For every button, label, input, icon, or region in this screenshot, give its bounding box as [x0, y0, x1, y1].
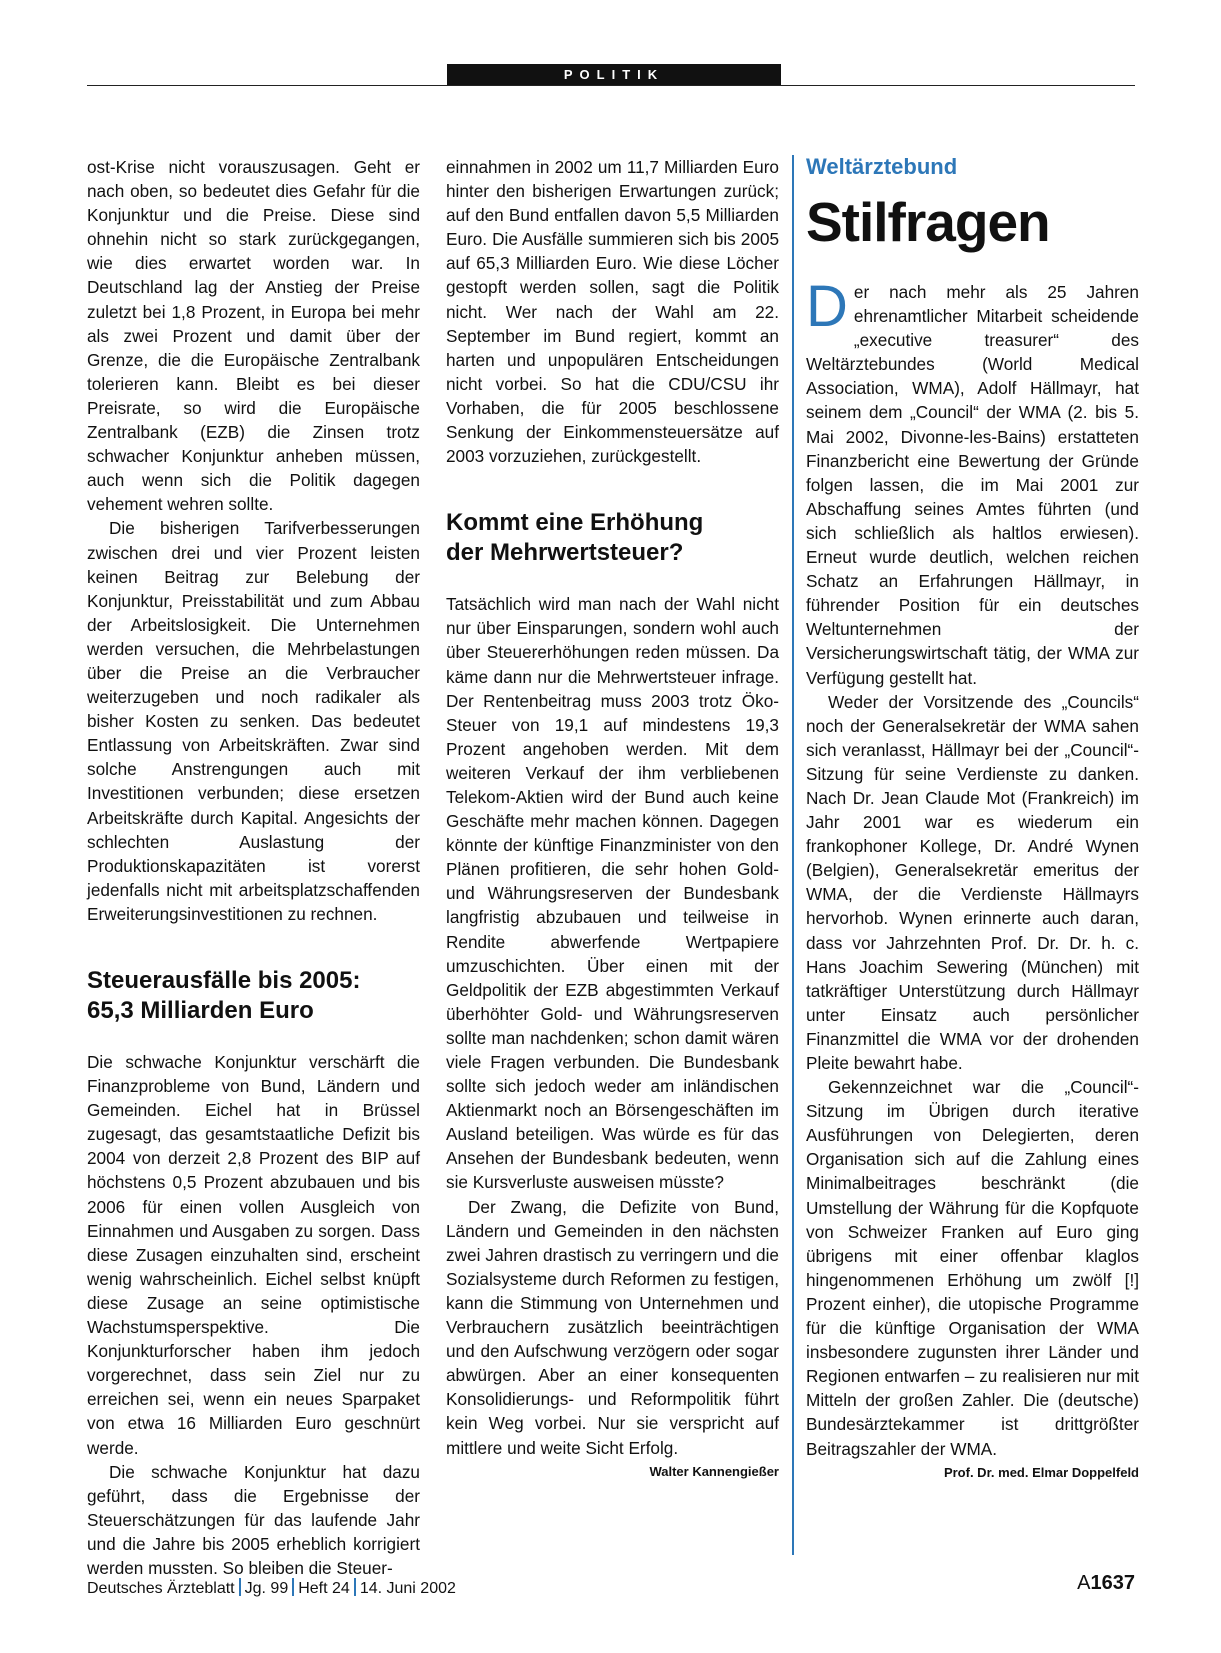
issue: Heft 24 — [298, 1580, 350, 1597]
issue-date: 14. Juni 2002 — [359, 1580, 456, 1597]
drop-cap: D — [806, 274, 848, 339]
author-byline: Prof. Dr. med. Elmar Doppelfeld — [943, 1464, 1139, 1480]
author-byline: Walter Kannengießer — [649, 1463, 779, 1479]
paragraph: Die bisherigen Tarifverbesserungen zwischen drei und vier Prozent leisten keinen Beitrag zur Belebung der Konjunktur, Preisstabilität und zum Abbau der Arbeitslosigkeit. Die Unternehmen werden versuchen, die Mehrbelastungen über die Preise an die Verbraucher weiterzugeben und noch radikaler als bisher Kosten zu senken. Das bedeutet Entlassung von Arbeitskräften. Zwar sind solche Anstrengungen auch mit Investitionen verbunden; diese ersetzen Arbeitskräfte durch Kapital. Angesichts der schlechten Auslastung der Produktionskapazitäten ist vorerst jedenfalls nicht mit arbeitsplatzschaffenden Erweiterungsinvestitionen zu rechnen. — [87, 518, 420, 924]
section-label: POLITIK — [447, 64, 781, 86]
footer-separator — [354, 1578, 356, 1596]
column-3 — [806, 152, 1139, 1485]
subheading-line: Steuerausfälle bis 2005: — [87, 967, 361, 994]
article-headline: Stilfragen — [806, 191, 1050, 253]
paragraph: Tatsächlich wird man nach der Wahl nicht nur über Einsparungen, sondern wohl auch über Steuererhöhungen reden müssen. Da käme dann nur die Mehrwertsteuer infrage. Der Rentenbeitrag muss 2003 trotz Öko-Steuer von 19,1 auf mindestens 19,3 Prozent angehoben werden. Mit dem weiteren Verkauf der ihm verbliebenen Telekom-Aktien wird der Bund auch keine Geschäfte mehr machen können. Dagegen könnte der künftige Finanzminister von den Plänen profitieren, die sehr hohen Gold- und Währungsreserven der Bundesbank langfristig abzubauen und teilweise in Rendite abwerfende Wertpapiere umzuschichten. Über einen mit der Geldpolitik der EZB abgestimmten Verkauf überhöhter Gold- und Währungsreserven sollte man nachdenken; schon damit wären viele Fragen verbunden. Die Bundesbank sollte sich jedoch weder am inländischen Aktienmarkt noch an Börsengeschäften im Ausland beteiligen. Was würde es für das Ansehen der Bundesbank bedeuten, wenn sie Kursverluste ausweisen müsste? — [446, 594, 779, 1193]
subheading — [87, 966, 420, 1026]
subheading-line: 65,3 Milliarden Euro — [87, 997, 314, 1024]
volume: Jg. 99 — [244, 1580, 289, 1597]
paragraph — [806, 274, 1139, 690]
subheading — [446, 508, 779, 568]
header-rule — [87, 85, 1135, 86]
subheading-line: Kommt eine Erhöhung — [446, 509, 704, 537]
paragraph-text: er nach mehr als 25 Jahren ehrenamtlicher Mitarbeit scheidende „executive treasurer“ des Weltärztebundes (World Medical Association, WMA), Adolf Hällmayr, hat seinem dem „Council“ der WMA (2. bis 5. Mai 2002, Divonne-les-Bains) erstatteten Finanzbericht eine Bewertung der Gründe folgen lassen, die im Mai 2001 zur Abschaffung seines Amtes führten (und sich schließlich als haltlos erwiesen). Erneut wurde deutlich, welchen reichen Schatz an Erfahrungen Hällmayr, in führender Position für ein deutsches Weltunternehmen der Versicherungswirtschaft tätig, der WMA zur Verfügung gestellt hat. — [806, 282, 1139, 688]
paragraph — [806, 1075, 1139, 1480]
paragraph — [446, 1195, 779, 1479]
footer — [87, 1578, 456, 1598]
paragraph-text: Gekennzeichnet war die „Council“-Sitzung im Übrigen durch iterative Ausführungen von Delegierten, deren Organisation sich auf die Zahlung eines Minimalbeitrages beschränkt (die Umstellung der Währung für die Kopfquote von Schweizer Franken auf Euro ging übrigens mit einer offenbar klaglos hingenommenen Erhöhung um zwölf [!] Prozent einher), die utopische Programme für die künftige Organisation der WMA insbesondere zugunsten ihrer Länder und Regionen entwarfen – zu realisieren nur mit Mitteln der großen Zahler. Die (deutsche) Bundesärztekammer ist drittgrößter Beitragszahler der WMA. — [806, 1077, 1139, 1459]
paragraph: Weder der Vorsitzende des „Councils“ noch der Generalsekretär der WMA sahen sich veranlasst, Hällmayr bei der „Council“-Sitzung für seine Verdienste zu danken. Nach Dr. Jean Claude Mot (Frankreich) im Jahr 2001 war es wiederum ein frankophoner Kollege, Dr. André Wynen (Belgien), Generalsekretär emeritus der WMA, der die Verdienste Hällmayrs hervorhob. Wynen erinnerte auch daran, dass vor Jahrzehnten Prof. Dr. Dr. h. c. Hans Joachim Sewering (München) mit tatkräftiger Unterstützung durch Hällmayr unter Einsatz auch persönlicher Finanzmittel die WMA vor der drohenden Pleite bewahrt habe. — [806, 691, 1139, 1073]
paragraph: Die schwache Konjunktur hat dazu geführt, dass die Ergebnisse der Steuerschätzungen für das laufende Jahr und die Jahre bis 2005 erheblich korrigiert werden mussten. So bleiben die Steuer- — [87, 1461, 420, 1578]
page-number-value: 1637 — [1090, 1572, 1135, 1594]
journal-name: Deutsches Ärzteblatt — [87, 1580, 235, 1597]
column-1 — [87, 155, 420, 1580]
subheading-line: der Mehrwertsteuer? — [446, 539, 684, 567]
page-number — [1077, 1572, 1135, 1595]
column-divider — [792, 155, 794, 1555]
kicker: Weltärztebund — [806, 154, 958, 179]
paragraph: Die schwache Konjunktur verschärft die Finanzprobleme von Bund, Ländern und Gemeinden. Eichel hat in Brüssel zugesagt, das gesamtstaatliche Defizit bis 2004 von derzeit 2,8 Prozent des BIP auf höchstens 0,5 Prozent abzubauen und bis 2006 für einen vollen Ausgleich von Einnahmen und Ausgaben zu sorgen. Dass diese Zusagen einzuhalten sind, erscheint wenig wahrscheinlich. Eichel selbst knüpft diese Zusage an seine optimistische Wachstumsperspektive. Die Konjunkturforscher haben ihm jedoch vorgerechnet, dass sein Ziel nur zu erreichen sei, wenn ein neues Sparpaket von etwa 16 Milliarden Euro geschnürt werde. — [87, 1052, 420, 1458]
paragraph: ost-Krise nicht vorauszusagen. Geht er nach oben, so bedeutet dies Gefahr für die Konjunktur und die Preise. Diese sind ohnehin nicht so stark zurückgegangen, wie dies erwartet worden war. In Deutschland lag der Anstieg der Preise zuletzt bei 1,8 Prozent, in Europa bei mehr als zwei Prozent und damit über der Grenze, die die Europäische Zentralbank tolerieren kann. Bleibt es bei dieser Preisrate, so wird die Europäische Zentralbank (EZB) die Zinsen trotz schwacher Konjunktur anheben müssen, auch wenn sich die Politik dagegen vehement wehren sollte. — [87, 157, 420, 515]
footer-separator — [292, 1578, 294, 1596]
paragraph: einnahmen in 2002 um 11,7 Milliarden Euro hinter den bisherigen Erwartungen zurück; auf den Bund entfallen davon 5,5 Milliarden Euro. Die Ausfälle summieren sich bis 2005 auf 65,3 Milliarden Euro. Wie diese Löcher gestopft werden sollen, sagt die Politik nicht. Wer nach der Wahl am 22. September im Bund regiert, kommt an harten und unpopulären Entscheidungen nicht vorbei. So hat die CDU/CSU ihr Vorhaben, die für 2005 beschlossene Senkung der Einkommensteuersätze auf 2003 vorzuziehen, zurückgestellt. — [446, 157, 779, 467]
column-2 — [446, 155, 779, 1484]
page-prefix: A — [1077, 1572, 1091, 1594]
paragraph-text: Der Zwang, die Defizite von Bund, Ländern und Gemeinden in den nächsten zwei Jahren drastisch zu verringern und die Sozialsysteme durch Reformen zu festigen, kann die Stimmung von Unternehmen und Verbrauchern zusätzlich beeinträchtigen und den Aufschwung verzögern oder sogar abwürgen. Aber an einer konsequenten Konsolidierungs- und Reformpolitik führt kein Weg vorbei. Nur sie verspricht auf mittlere und weite Sicht Erfolg. — [446, 1196, 779, 1458]
footer-separator — [239, 1578, 241, 1596]
